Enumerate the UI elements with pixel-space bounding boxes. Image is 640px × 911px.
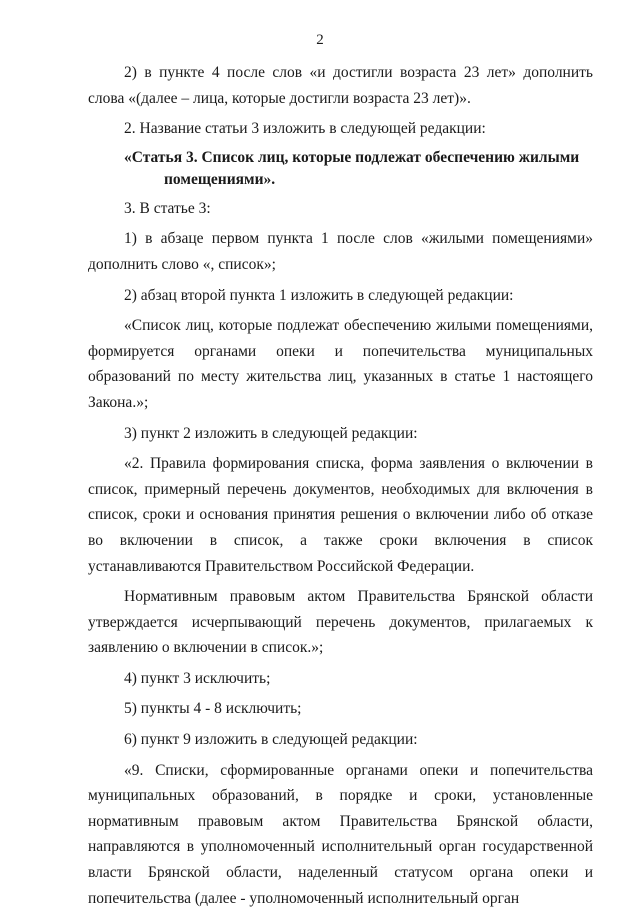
paragraph-12: 6) пункт 9 изложить в следующей редакции: (124, 731, 418, 749)
document-body (88, 60, 593, 911)
paragraph-3: 3. В статье 3: (124, 199, 211, 217)
article-3-heading: «Статья 3. Список лиц, которые подлежат обеспечению жилыми помещениями». (124, 148, 580, 188)
paragraph-5: 2) абзац второй пункта 1 изложить в следующей редакции: (124, 286, 514, 304)
paragraph-9: Нормативным правовым актом Правительства Брянской области утверждается исчерпывающий перечень документов, прилагаемых к заявлению о включении в список.»; (88, 588, 593, 657)
page-number: 2 (316, 32, 324, 48)
paragraph-13: «9. Списки, сформированные органами опеки и попечительства муниципальных образований, в порядке и сроки, установленные нормативным правовым актом Правительства Брянской области, направляются в уполномоченный исполнительный орган государственной власти Брянской области, наделенный статусом органа опеки и попечительства (далее - уполномоченный исполнительный орган (88, 761, 593, 907)
paragraph-2: 2. Название статьи 3 изложить в следующей редакции: (124, 120, 486, 138)
paragraph-8: «2. Правила формирования списка, форма заявления о включении в список, примерный перечень документов, необходимых для включения в список, сроки и основания принятия решения о включении либо об отказе во включении в список, а также сроки включения в список устанавливаются Правительством Российской Федерации. (88, 455, 593, 575)
paragraph-11: 5) пункты 4 - 8 исключить; (124, 700, 302, 718)
paragraph-6: «Список лиц, которые подлежат обеспечению жилыми помещениями, формируется органами опеки и попечительства муниципальных образований по месту жительства лиц, указанных в статье 1 настоящего Закона.»; (88, 317, 593, 411)
paragraph-10: 4) пункт 3 исключить; (124, 669, 271, 687)
paragraph-1: 2) в пункте 4 после слов «и достигли возраста 23 лет» дополнить слова «(далее – лица, которые достигли возраста 23 лет)». (88, 64, 593, 107)
paragraph-7: 3) пункт 2 изложить в следующей редакции: (124, 424, 418, 442)
paragraph-4: 1) в абзаце первом пункта 1 после слов «жилыми помещениями» дополнить слово «, список»; (88, 230, 593, 273)
